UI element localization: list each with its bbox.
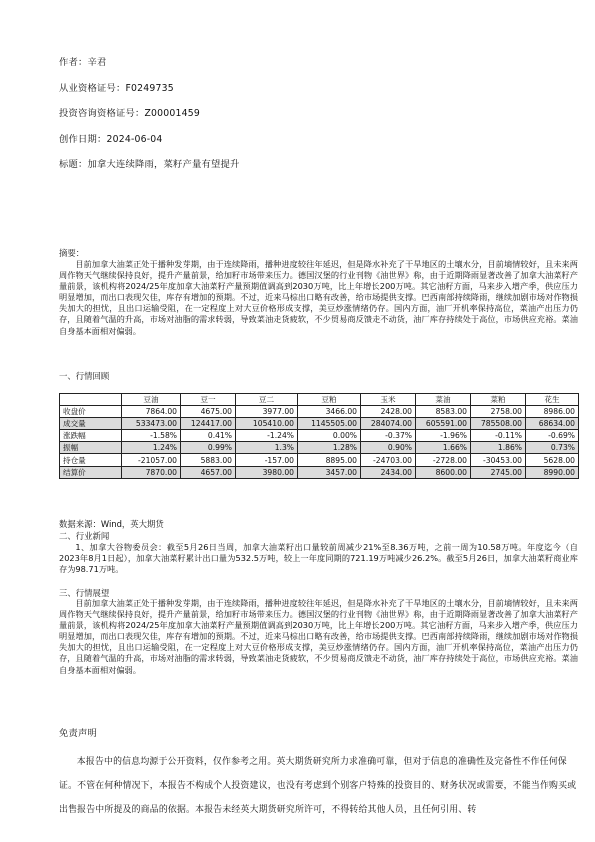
table-cell: 8986.00 [526,406,579,418]
table-cell: -21057.00 [122,454,181,466]
table-cell: 68634.00 [526,418,579,430]
table-cell: -2728.00 [416,454,471,466]
section1-heading: 一、行情回顾 [59,371,110,381]
table-cell: 2758.00 [471,406,526,418]
section3-text: 目前加拿大油菜正处于播种发芽期，由于连续降雨，播种进度较往年延迟，但是降水补充了干旱地区的土壤水分，目前墒情较好，且未来两周作物天气继续保持良好，提升产量前景，给加籽市场带来压力。德国汉堡的行业刊物《油世界》称，由于近期降雨显著改善了加拿大油菜籽产量前景，该机构将2024/25年度加拿大油菜籽产量预期值调高到2030万吨，比上年增长200万吨。其它油籽方面，马来步入增产季，供应压力明显增加，而出口表现欠佳，库存有增加的预期。不过，近来马棕出口略有改善，给市场提供支撑。巴西南部持续降雨，继续加剧市场对作物损失加大的担忧，且出口运输受阻，在一定程度上对大豆价格形成支撑，美豆炒涨情绪仍存。国内方面，油厂开机率保持高位，菜油产出压力仍存，且随着气温的升高，市场对油脂的需求转弱，导致菜油走货疲软，不少贸易商反馈走不动货，油厂库存持续处于高位，市场供应充裕。菜油自身基本面相对偏弱。 [59,598,578,675]
table-cell: 5883.00 [181,454,236,466]
section2-text: 1、加拿大谷物委员会：截至5月26日当周，加拿大油菜籽出口量较前周减少21%至8.36万吨，之前一周为10.58万吨。年度迄今（自2023年8月1日起），加拿大油菜籽累计出口量为532.5万吨，较上一年度同期的721.19万吨减少26.2%。截至5月26日，加拿大油菜籽商业库存为98.71万吨。 [59,542,578,575]
abstract-body [59,259,578,337]
abstract-text: 目前加拿大油菜正处于播种发芽期，由于连续降雨，播种进度较往年延迟，但是降水补充了干旱地区的土壤水分，目前墒情较好，且未来两周作物天气继续保持良好，提升产量前景，给加籽市场带来压力。德国汉堡的行业刊物《油世界》称，由于近期降雨显著改善了加拿大油菜籽产量前景，该机构将2024/25年度加拿大油菜籽产量预期值调高到2030万吨，比上年增长200万吨。其它油籽方面，马来步入增产季，供应压力明显增加，而出口表现欠佳，库存有增加的预期。不过，近来马棕出口略有改善，给市场提供支撑。巴西南部持续降雨，继续加剧市场对作物损失加大的担忧，且出口运输受阻，在一定程度上对大豆价格形成支撑，美豆炒涨情绪仍存。国内方面，油厂开机率保持高位，菜油产出压力仍存，且随着气温的升高，市场对油脂的需求转弱，导致菜油走货疲软，不少贸易商反馈走不动货，油厂库存持续处于高位，市场供应充裕。菜油自身基本面相对偏弱。 [59,259,578,336]
table-cell: 5628.00 [526,454,579,466]
table-cell: 0.00% [298,430,361,442]
table-cell: 8583.00 [416,406,471,418]
table-cell: -1.58% [122,430,181,442]
table-cell: 1.24% [122,442,181,454]
table-header: 玉米 [361,394,416,406]
table-cell: 8600.00 [416,466,471,478]
data-source: 数据来源：Wind，英大期货 [59,519,164,529]
market-table [59,393,579,479]
table-cell: 3980.00 [236,466,298,478]
table-cell: -30453.00 [471,454,526,466]
table-cell: 0.90% [361,442,416,454]
table-cell: 7864.00 [122,406,181,418]
table-cell: 3977.00 [236,406,298,418]
table-row [60,418,579,430]
table-cell: 4657.00 [181,466,236,478]
table-cell: 1.3% [236,442,298,454]
table-cell: 2745.00 [471,466,526,478]
table-cell: 8895.00 [298,454,361,466]
table-header [60,394,122,406]
table-cell: 124417.00 [181,418,236,430]
table-cell: -1.96% [416,430,471,442]
table-row [60,406,579,418]
disclaimer-body [59,750,584,822]
table-cell: -24703.00 [361,454,416,466]
table-cell: 7870.00 [122,466,181,478]
section3-body [59,598,578,676]
table-cell: 105410.00 [236,418,298,430]
table-cell: -0.37% [361,430,416,442]
table-header: 豆油 [122,394,181,406]
report-title: 标题：加拿大连续降雨，菜籽产量有望提升 [59,159,240,170]
table-cell: 1.66% [416,442,471,454]
table-cell: -0.69% [526,430,579,442]
meta-consult-license: 投资咨询资格证号：Z00001459 [59,108,200,119]
table-row [60,454,579,466]
table-cell: 1.86% [471,442,526,454]
table-cell: 成交量 [60,418,122,430]
section2-heading: 二、行业新闻 [59,531,110,541]
meta-author: 作者：辛君 [59,57,107,68]
table-cell: 785508.00 [471,418,526,430]
table-cell: 533473.00 [122,418,181,430]
table-cell: 收盘价 [60,406,122,418]
table-cell: 振幅 [60,442,122,454]
table-cell: 8990.00 [526,466,579,478]
table-header: 豆粕 [298,394,361,406]
table-cell: 0.99% [181,442,236,454]
meta-date: 创作日期：2024-06-04 [59,134,163,145]
table-header: 花生 [526,394,579,406]
table-cell: -157.00 [236,454,298,466]
table-row [60,466,579,478]
table-row [60,430,579,442]
table-header: 豆一 [181,394,236,406]
table-cell: 4675.00 [181,406,236,418]
disclaimer-heading: 免责声明 [59,728,97,739]
table-cell: 2434.00 [361,466,416,478]
table-cell: 3466.00 [298,406,361,418]
table-cell: 涨跌幅 [60,430,122,442]
table-header: 豆二 [236,394,298,406]
table-cell: -1.24% [236,430,298,442]
table-cell: 1145505.00 [298,418,361,430]
table-cell: -0.11% [471,430,526,442]
table-header: 菜油 [416,394,471,406]
table-cell: 0.41% [181,430,236,442]
table-header-row [60,394,579,406]
disclaimer-text: 本报告中的信息均源于公开资料，仅作参考之用。英大期货研究所力求准确可靠，但对于信息的准确性及完备性不作任何保证。不管在何种情况下，本报告不构成个人投资建议，也没有考虑到个别客户特殊的投资目的、财务状况或需要，不能当作购买或出售报告中所提及的商品的依据。本报告未经英大期货研究所许可，不得转给其他人员，且任何引用、转 [59,757,577,815]
table-cell: 结算价 [60,466,122,478]
meta-license: 从业资格证号：F0249735 [59,83,174,94]
table-cell: 3457.00 [298,466,361,478]
table-row [60,442,579,454]
table-cell: 284074.00 [361,418,416,430]
table-cell: 605591.00 [416,418,471,430]
section3-heading: 三、行情展望 [59,588,110,598]
table-cell: 0.73% [526,442,579,454]
table-header: 菜粕 [471,394,526,406]
table-cell: 1.28% [298,442,361,454]
abstract-heading: 摘要： [59,248,85,258]
section2-body [59,542,578,575]
table-cell: 持仓量 [60,454,122,466]
table-cell: 2428.00 [361,406,416,418]
